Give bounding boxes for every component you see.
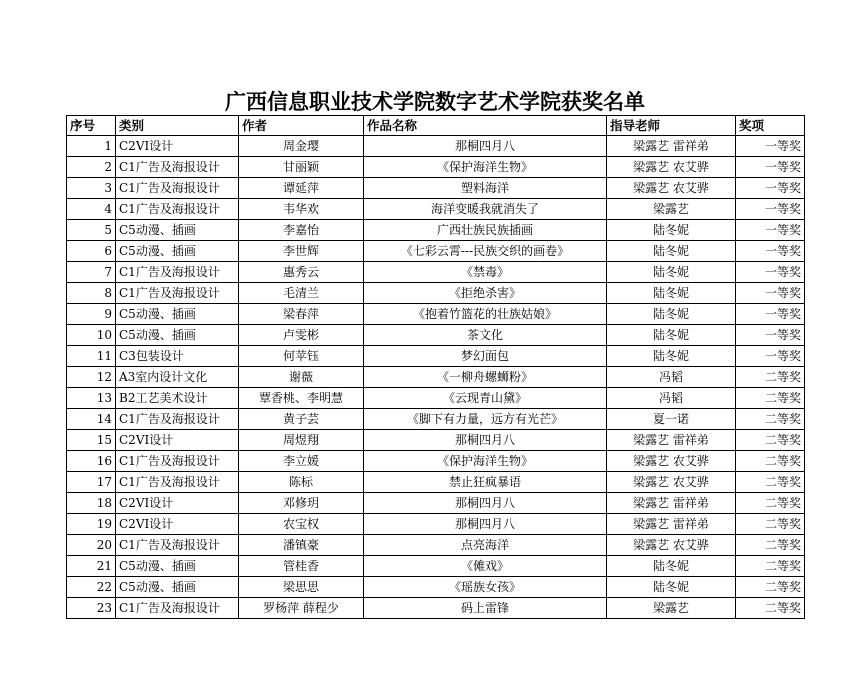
row-work-cell: 塑料海洋 <box>364 178 607 199</box>
row-award-cell: 二等奖 <box>736 388 805 409</box>
row-category-cell: C5动漫、插画 <box>116 577 239 598</box>
row-teacher-cell: 梁露艺 农艾骅 <box>607 157 736 178</box>
table-row <box>67 577 805 598</box>
row-award-cell: 二等奖 <box>736 409 805 430</box>
row-index-cell: 7 <box>67 262 116 283</box>
row-award-cell: 一等奖 <box>736 304 805 325</box>
row-category-cell: C2VI设计 <box>116 430 239 451</box>
row-author-cell: 梁春萍 <box>239 304 364 325</box>
row-category-cell: C2VI设计 <box>116 493 239 514</box>
row-teacher-cell: 冯韬 <box>607 388 736 409</box>
row-award-cell: 一等奖 <box>736 157 805 178</box>
row-teacher-cell: 陆冬妮 <box>607 304 736 325</box>
row-category-cell: C1广告及海报设计 <box>116 262 239 283</box>
row-award-cell: 二等奖 <box>736 514 805 535</box>
row-index-cell: 18 <box>67 493 116 514</box>
row-award-cell: 二等奖 <box>736 577 805 598</box>
row-category-cell: C1广告及海报设计 <box>116 199 239 220</box>
row-index-cell: 8 <box>67 283 116 304</box>
table-header-row <box>67 116 805 136</box>
row-teacher-cell: 梁露艺 <box>607 199 736 220</box>
row-work-cell: 《七彩云霄---民族交织的画卷》 <box>364 241 607 262</box>
row-author-cell: 甘丽颖 <box>239 157 364 178</box>
row-index-cell: 16 <box>67 451 116 472</box>
table-row <box>67 514 805 535</box>
row-teacher-cell: 梁露艺 农艾骅 <box>607 535 736 556</box>
row-work-cell: 《脚下有力量，远方有光芒》 <box>364 409 607 430</box>
table-body <box>67 136 805 619</box>
row-teacher-cell: 陆冬妮 <box>607 556 736 577</box>
row-category-cell: C5动漫、插画 <box>116 325 239 346</box>
row-work-cell: 《抱着竹篮花的壮族姑娘》 <box>364 304 607 325</box>
row-author-cell: 毛清兰 <box>239 283 364 304</box>
row-category-cell: C5动漫、插画 <box>116 304 239 325</box>
table-row <box>67 388 805 409</box>
row-index-cell: 15 <box>67 430 116 451</box>
row-teacher-cell: 梁露艺 雷祥弟 <box>607 136 736 157</box>
row-work-cell: 茶文化 <box>364 325 607 346</box>
row-index-cell: 1 <box>67 136 116 157</box>
row-award-cell: 一等奖 <box>736 283 805 304</box>
row-category-cell: C1广告及海报设计 <box>116 451 239 472</box>
table-row <box>67 346 805 367</box>
row-author-cell: 韦华欢 <box>239 199 364 220</box>
row-author-cell: 梁思思 <box>239 577 364 598</box>
row-index-cell: 10 <box>67 325 116 346</box>
table-row <box>67 493 805 514</box>
table-row <box>67 157 805 178</box>
table-row <box>67 409 805 430</box>
row-author-cell: 李世辉 <box>239 241 364 262</box>
table-row <box>67 220 805 241</box>
row-teacher-cell: 陆冬妮 <box>607 346 736 367</box>
row-category-cell: C5动漫、插画 <box>116 241 239 262</box>
row-award-cell: 一等奖 <box>736 346 805 367</box>
row-index-cell: 3 <box>67 178 116 199</box>
table-row <box>67 262 805 283</box>
table-row <box>67 535 805 556</box>
table-row <box>67 199 805 220</box>
row-work-cell: 《傩戏》 <box>364 556 607 577</box>
row-work-cell: 梦幻面包 <box>364 346 607 367</box>
row-award-cell: 二等奖 <box>736 430 805 451</box>
row-teacher-cell: 夏一诺 <box>607 409 736 430</box>
row-category-cell: C1广告及海报设计 <box>116 535 239 556</box>
table-row <box>67 304 805 325</box>
row-author-cell: 周金璎 <box>239 136 364 157</box>
row-category-cell: B2工艺美术设计 <box>116 388 239 409</box>
table-row <box>67 367 805 388</box>
row-index-cell: 21 <box>67 556 116 577</box>
row-work-cell: 《保护海洋生物》 <box>364 451 607 472</box>
row-teacher-cell: 梁露艺 农艾骅 <box>607 178 736 199</box>
row-author-cell: 谢薇 <box>239 367 364 388</box>
row-award-cell: 一等奖 <box>736 241 805 262</box>
row-category-cell: C1广告及海报设计 <box>116 283 239 304</box>
row-award-cell: 二等奖 <box>736 367 805 388</box>
row-category-cell: C1广告及海报设计 <box>116 472 239 493</box>
row-index-cell: 17 <box>67 472 116 493</box>
row-author-cell: 卢雯彬 <box>239 325 364 346</box>
row-author-cell: 陈标 <box>239 472 364 493</box>
row-author-cell: 潘镇豪 <box>239 535 364 556</box>
row-category-cell: C1广告及海报设计 <box>116 598 239 619</box>
table-row <box>67 136 805 157</box>
row-category-cell: C5动漫、插画 <box>116 220 239 241</box>
row-work-cell: 那桐四月八 <box>364 136 607 157</box>
row-category-cell: C2VI设计 <box>116 514 239 535</box>
row-award-cell: 一等奖 <box>736 178 805 199</box>
table-row <box>67 178 805 199</box>
row-award-cell: 二等奖 <box>736 451 805 472</box>
table-row <box>67 598 805 619</box>
row-teacher-cell: 梁露艺 农艾骅 <box>607 472 736 493</box>
row-award-cell: 一等奖 <box>736 220 805 241</box>
row-author-cell: 周煜翔 <box>239 430 364 451</box>
row-category-cell: A3室内设计文化 <box>116 367 239 388</box>
header-teacher: 指导老师 <box>607 116 736 136</box>
header-work: 作品名称 <box>364 116 607 136</box>
header-author: 作者 <box>239 116 364 136</box>
row-award-cell: 一等奖 <box>736 199 805 220</box>
row-work-cell: 《瑶族女孩》 <box>364 577 607 598</box>
row-award-cell: 一等奖 <box>736 262 805 283</box>
row-author-cell: 罗杨萍 薛程少 <box>239 598 364 619</box>
row-work-cell: 《禁毒》 <box>364 262 607 283</box>
row-award-cell: 一等奖 <box>736 325 805 346</box>
row-work-cell: 禁止狂疯暴语 <box>364 472 607 493</box>
header-index: 序号 <box>67 116 116 136</box>
row-work-cell: 码上雷锋 <box>364 598 607 619</box>
row-award-cell: 二等奖 <box>736 556 805 577</box>
row-author-cell: 李立媛 <box>239 451 364 472</box>
row-work-cell: 《保护海洋生物》 <box>364 157 607 178</box>
row-index-cell: 2 <box>67 157 116 178</box>
row-teacher-cell: 梁露艺 雷祥弟 <box>607 430 736 451</box>
table-row <box>67 325 805 346</box>
row-index-cell: 4 <box>67 199 116 220</box>
row-index-cell: 5 <box>67 220 116 241</box>
row-index-cell: 20 <box>67 535 116 556</box>
row-author-cell: 何苹钰 <box>239 346 364 367</box>
header-award: 奖项 <box>736 116 805 136</box>
table-row <box>67 451 805 472</box>
row-teacher-cell: 陆冬妮 <box>607 577 736 598</box>
row-author-cell: 农宝权 <box>239 514 364 535</box>
row-work-cell: 那桐四月八 <box>364 493 607 514</box>
row-author-cell: 李嘉怡 <box>239 220 364 241</box>
row-work-cell: 《云现青山黛》 <box>364 388 607 409</box>
row-author-cell: 覃香桃、李明慧 <box>239 388 364 409</box>
row-index-cell: 22 <box>67 577 116 598</box>
row-index-cell: 13 <box>67 388 116 409</box>
row-work-cell: 那桐四月八 <box>364 430 607 451</box>
row-work-cell: 海洋变暖我就消失了 <box>364 199 607 220</box>
row-teacher-cell: 梁露艺 <box>607 598 736 619</box>
row-author-cell: 黄子芸 <box>239 409 364 430</box>
header-category: 类别 <box>116 116 239 136</box>
row-category-cell: C1广告及海报设计 <box>116 157 239 178</box>
row-index-cell: 6 <box>67 241 116 262</box>
row-award-cell: 二等奖 <box>736 493 805 514</box>
row-teacher-cell: 陆冬妮 <box>607 241 736 262</box>
row-work-cell: 点亮海洋 <box>364 535 607 556</box>
row-teacher-cell: 梁露艺 雷祥弟 <box>607 514 736 535</box>
row-award-cell: 二等奖 <box>736 472 805 493</box>
row-author-cell: 谭延萍 <box>239 178 364 199</box>
row-work-cell: 《拒绝杀害》 <box>364 283 607 304</box>
row-award-cell: 二等奖 <box>736 598 805 619</box>
row-author-cell: 邓修玥 <box>239 493 364 514</box>
row-teacher-cell: 梁露艺 农艾骅 <box>607 451 736 472</box>
row-author-cell: 惠秀云 <box>239 262 364 283</box>
row-award-cell: 二等奖 <box>736 535 805 556</box>
row-work-cell: 广西壮族民族插画 <box>364 220 607 241</box>
row-category-cell: C5动漫、插画 <box>116 556 239 577</box>
row-teacher-cell: 陆冬妮 <box>607 283 736 304</box>
table-row <box>67 430 805 451</box>
table-row <box>67 241 805 262</box>
row-category-cell: C1广告及海报设计 <box>116 409 239 430</box>
table-row <box>67 472 805 493</box>
row-teacher-cell: 梁露艺 雷祥弟 <box>607 493 736 514</box>
row-teacher-cell: 陆冬妮 <box>607 325 736 346</box>
row-teacher-cell: 冯韬 <box>607 367 736 388</box>
row-index-cell: 9 <box>67 304 116 325</box>
row-teacher-cell: 陆冬妮 <box>607 262 736 283</box>
row-category-cell: C2VI设计 <box>116 136 239 157</box>
row-work-cell: 《一柳舟螺蛳粉》 <box>364 367 607 388</box>
row-index-cell: 19 <box>67 514 116 535</box>
row-work-cell: 那桐四月八 <box>364 514 607 535</box>
row-category-cell: C1广告及海报设计 <box>116 178 239 199</box>
row-index-cell: 23 <box>67 598 116 619</box>
row-award-cell: 一等奖 <box>736 136 805 157</box>
row-index-cell: 11 <box>67 346 116 367</box>
table-row <box>67 283 805 304</box>
page-title: 广西信息职业技术学院数字艺术学院获奖名单 <box>225 90 645 114</box>
row-category-cell: C3包装设计 <box>116 346 239 367</box>
table-row <box>67 556 805 577</box>
awards-table <box>66 115 805 619</box>
row-teacher-cell: 陆冬妮 <box>607 220 736 241</box>
row-author-cell: 管桂香 <box>239 556 364 577</box>
row-index-cell: 12 <box>67 367 116 388</box>
row-index-cell: 14 <box>67 409 116 430</box>
